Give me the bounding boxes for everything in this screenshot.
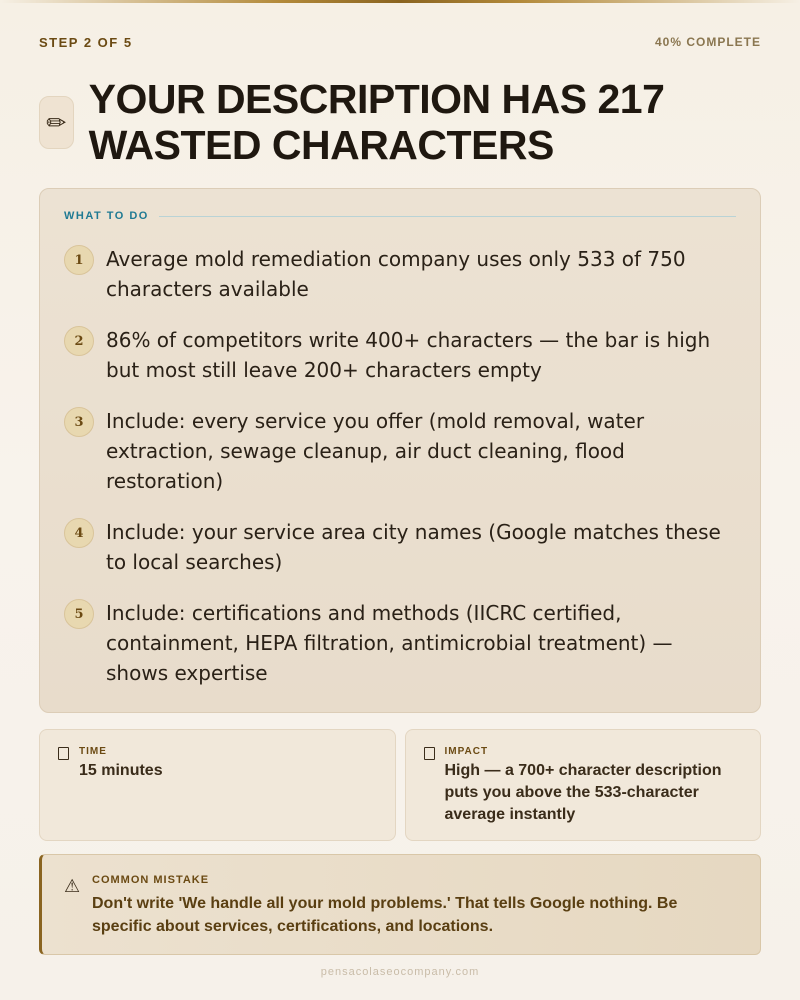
time-box bbox=[39, 729, 396, 841]
card-title: WHAT TO DO bbox=[64, 210, 149, 222]
top-accent-bar bbox=[0, 0, 800, 3]
list-item bbox=[64, 598, 730, 688]
card-header bbox=[64, 210, 736, 222]
step-text: Include: every service you offer (mold removal, water extraction, sewage cleanup, air duct cleaning, flood restoration) bbox=[106, 409, 645, 493]
chart-icon bbox=[424, 747, 435, 760]
list-item bbox=[64, 325, 730, 385]
progress-percent: 40% COMPLETE bbox=[654, 35, 761, 49]
mistake-label: COMMON MISTAKE bbox=[92, 874, 210, 886]
warning-icon: ⚠ bbox=[64, 876, 81, 897]
steps-list bbox=[64, 244, 730, 709]
page-title: YOUR DESCRIPTION HAS 217 WASTED CHARACTERS bbox=[88, 76, 665, 168]
impact-value: High — a 700+ character description puts you above the 533-character average instantly bbox=[444, 762, 722, 823]
footer-domain: pensacolaseocompany.com bbox=[320, 966, 480, 978]
step-number-badge: 3 bbox=[64, 407, 94, 437]
impact-label: IMPACT bbox=[444, 746, 489, 757]
page-header bbox=[39, 76, 761, 168]
time-value: 15 minutes bbox=[79, 762, 163, 779]
clock-icon bbox=[58, 747, 69, 760]
info-row bbox=[39, 729, 761, 841]
list-item bbox=[64, 244, 730, 304]
step-number-badge: 2 bbox=[64, 326, 94, 356]
what-to-do-card bbox=[39, 188, 761, 713]
step-number-badge: 4 bbox=[64, 518, 94, 548]
step-indicator: STEP 2 OF 5 bbox=[39, 34, 133, 50]
time-label: TIME bbox=[79, 746, 107, 757]
divider bbox=[159, 216, 736, 217]
list-item bbox=[64, 406, 730, 496]
impact-box bbox=[405, 729, 762, 841]
step-number-badge: 1 bbox=[64, 245, 94, 275]
list-item bbox=[64, 517, 730, 577]
step-text: Include: your service area city names (Google matches these to local searches) bbox=[106, 520, 721, 574]
step-number-badge: 5 bbox=[64, 599, 94, 629]
common-mistake-callout bbox=[39, 854, 761, 955]
progress-row bbox=[39, 33, 761, 51]
step-text: Average mold remediation company uses only 533 of 750 characters available bbox=[106, 247, 686, 301]
step-text: Include: certifications and methods (IICRC certified, containment, HEPA filtration, antimicrobial treatment) — shows expertise bbox=[106, 601, 673, 685]
step-text: 86% of competitors write 400+ characters — the bar is high but most still leave 200+ characters empty bbox=[106, 328, 711, 382]
pencil-icon: ✏ bbox=[39, 96, 74, 149]
mistake-text: Don't write 'We handle all your mold problems.' That tells Google nothing. Be specific about services, certifications, and locations. bbox=[92, 895, 678, 935]
